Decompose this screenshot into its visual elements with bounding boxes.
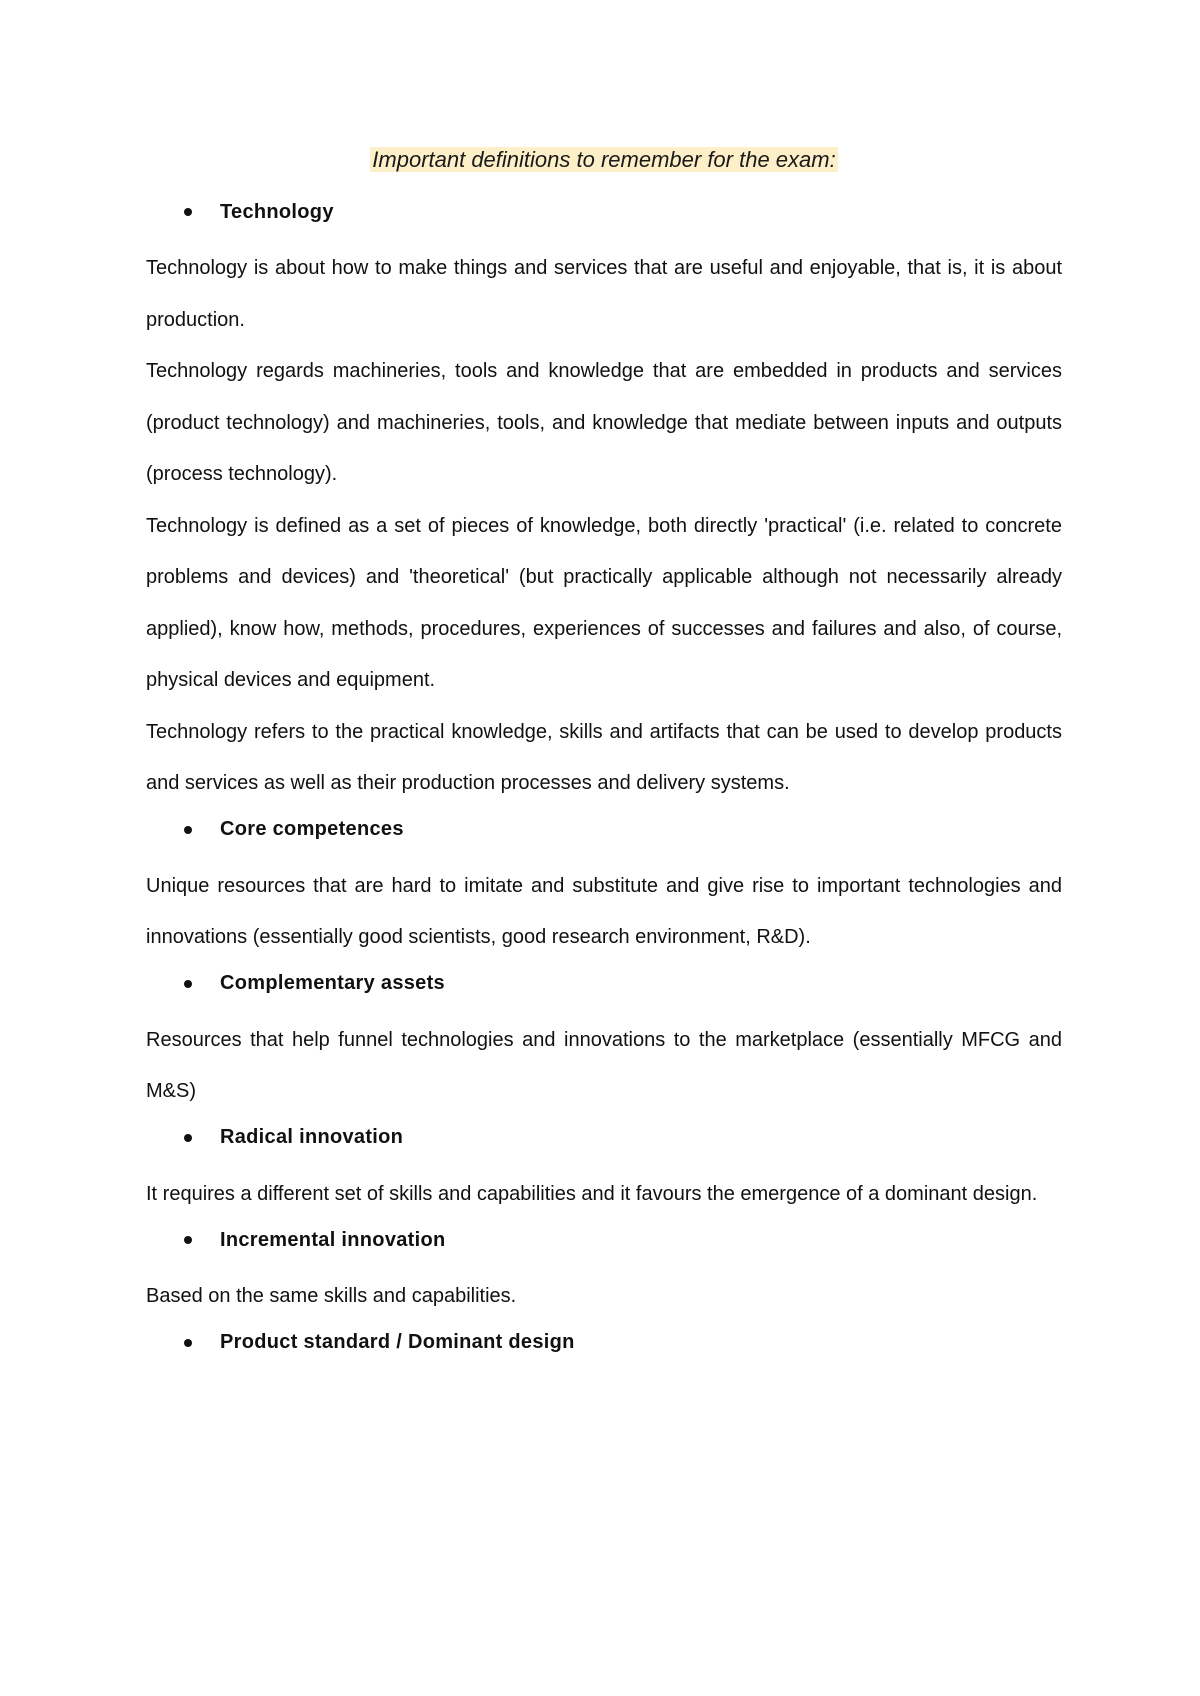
- paragraph: Technology is defined as a set of pieces of knowledge, both directly 'practical' (i.e. related to concrete problems and devices) and 'theoretical' (but practically applicable although not necessarily already applied), know how, methods, procedures, experiences of successes and failures and also, of course, physical devices and equipment.: [146, 514, 1062, 691]
- section-heading-complementary-assets: [184, 964, 1062, 1004]
- section-heading-core-competences: [184, 810, 1062, 850]
- section-heading-radical-innovation: [184, 1118, 1062, 1158]
- paragraph: Based on the same skills and capabilities.: [146, 1285, 517, 1307]
- section-heading-label: Incremental innovation: [220, 1228, 446, 1251]
- section-heading-product-standard: [184, 1323, 1062, 1363]
- bullet-icon: [184, 208, 192, 216]
- paragraph: Resources that help funnel technologies and innovations to the marketplace (essentially MFCG and M&S): [146, 1028, 1062, 1102]
- bullet-icon: [184, 980, 192, 988]
- document-page: [146, 140, 1062, 1374]
- bullet-icon: [184, 1134, 192, 1142]
- bullet-icon: [184, 1236, 192, 1244]
- title-wrapper: [146, 140, 1062, 180]
- paragraph: Technology refers to the practical knowledge, skills and artifacts that can be used to develop products and services as well as their production processes and delivery systems.: [146, 720, 1062, 794]
- paragraph: Unique resources that are hard to imitate and substitute and give rise to important technologies and innovations (essentially good scientists, good research environment, R&D).: [146, 874, 1062, 948]
- bullet-icon: [184, 1339, 192, 1347]
- bullet-icon: [184, 826, 192, 834]
- section-heading-label: Core competences: [220, 818, 404, 840]
- document-title: Important definitions to remember for the exam:: [372, 147, 836, 172]
- paragraph: Technology regards machineries, tools and knowledge that are embedded in products and services (product technology) and machineries, tools, and knowledge that mediate between inputs and outputs (process technology).: [146, 360, 1062, 485]
- section-heading-label: Complementary assets: [220, 972, 445, 994]
- section-heading-label: Technology: [220, 200, 334, 223]
- section-heading-incremental-innovation: [184, 1220, 1062, 1260]
- section-heading-label: Radical innovation: [220, 1126, 404, 1148]
- section-heading-technology: [184, 192, 1062, 232]
- paragraph: It requires a different set of skills and capabilities and it favours the emergence of a dominant design.: [146, 1182, 1038, 1205]
- paragraph: Technology is about how to make things and services that are useful and enjoyable, that is, it is about production.: [146, 257, 1062, 331]
- section-heading-label: Product standard / Dominant design: [220, 1331, 575, 1353]
